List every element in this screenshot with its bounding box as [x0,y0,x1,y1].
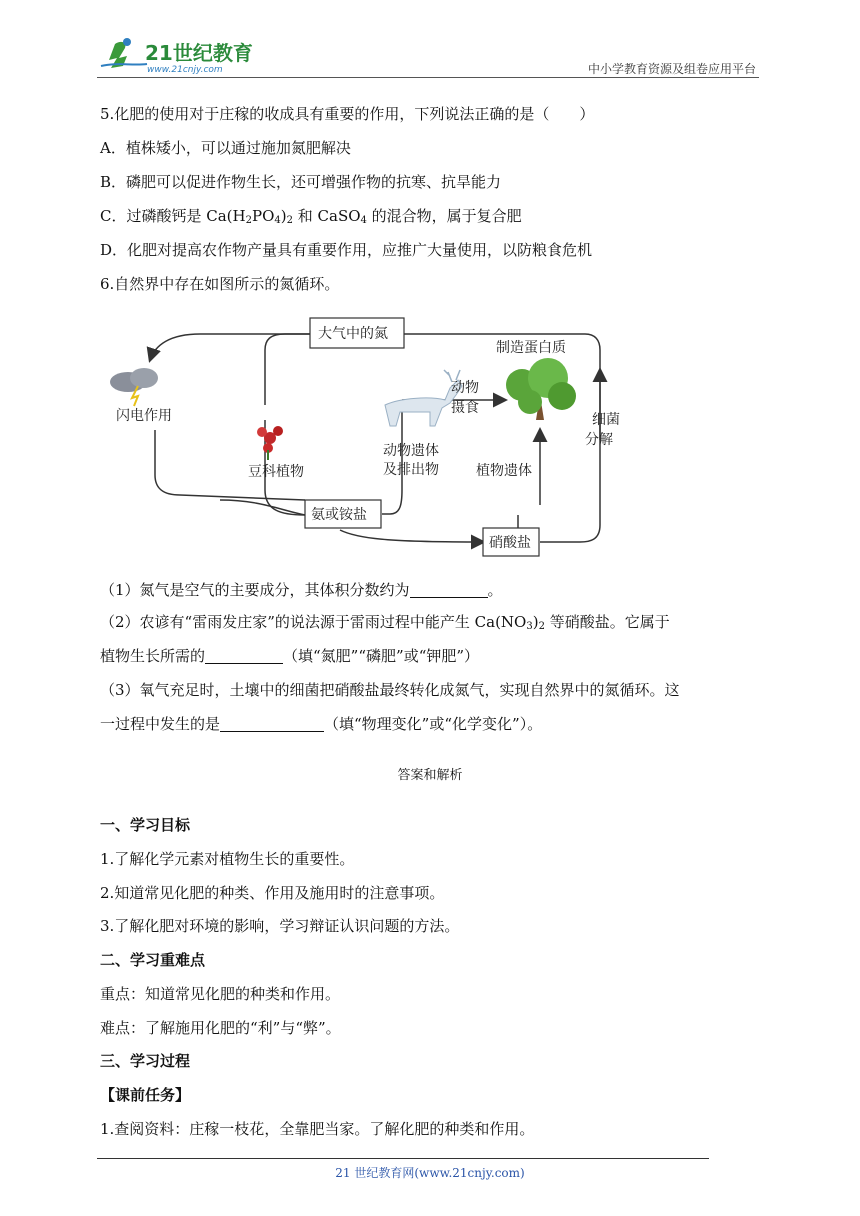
q5-option-d: D．化肥对提高农作物产量具有重要作用，应推广大量使用，以防粮食危机 [100,241,593,259]
label-animal-remains-2: 及排出物 [383,462,439,478]
label-protein: 制造蛋白质 [496,340,566,356]
q5-option-a: A．植株矮小，可以通过施加氮肥解决 [100,139,351,157]
label-animal-eat-2: 摄食 [451,400,479,416]
goal-3: 3.了解化肥对环境的影响，学习辩证认识问题的方法。 [100,917,460,935]
pre-class-task: 【课前任务】 [100,1086,191,1104]
answer-blank-3[interactable] [220,715,324,732]
answers-title: 答案和解析 [397,768,463,783]
logo-url: www.21cnjy.com [147,65,223,75]
answer-blank-2[interactable] [205,647,283,664]
deer-icon [385,370,462,426]
key-point: 重点：知道常见化肥的种类和作用。 [100,985,341,1003]
header-divider [97,77,759,78]
label-animal-remains-1: 动物遗体 [383,443,439,459]
label-atmospheric-nitrogen: 大气中的氮 [318,326,388,342]
q6-part3-line2: 一过程中发生的是 （填“物理变化”或“化学变化”）。 [100,715,543,733]
label-bacteria-1: 细菌 [592,412,620,428]
section-learning-goals: 一、学习目标 [100,816,191,834]
site-logo [97,36,267,76]
q6-stem: 6.自然界中存在如图所示的氮循环。 [100,275,340,293]
nitrogen-cycle-diagram [100,300,620,560]
label-bacteria-2: 分解 [585,432,613,448]
q5-option-c: C．过磷酸钙是 $Ca(H_2PO_4)_2$ 和 CaSO$_4$ 的混合物，属于复合肥 [100,207,522,226]
label-lightning: 闪电作用 [116,408,172,424]
answer-blank-1[interactable] [410,581,488,598]
legume-flower-icon [257,426,283,460]
q6-part2-line1: （2）农谚有“雷雨发庄家”的说法源于雷雨过程中能产生 $Ca(NO_3)_2$ 等硝酸盐。它属于 [100,613,670,632]
goal-2: 2.知道常见化肥的种类、作用及施用时的注意事项。 [100,884,445,902]
thundercloud-icon [110,368,158,406]
section-process: 三、学习过程 [100,1052,191,1070]
label-plant-remains: 植物遗体 [476,463,532,479]
footer-text: 21 世纪教育网(www.21cnjy.com) [335,1166,525,1180]
label-legume: 豆科植物 [248,464,304,480]
q5-option-b: B．磷肥可以促进作物生长，还可增强作物的抗寒、抗旱能力 [100,173,502,191]
section-key-points: 二、学习重难点 [100,951,206,969]
q5-stem: 5.化肥的使用对于庄稼的收成具有重要的作用，下列说法正确的是（ ） [100,105,595,123]
goal-1: 1.了解化学元素对植物生长的重要性。 [100,850,355,868]
label-nitrate: 硝酸盐 [489,535,531,551]
q6-part2-line2: 植物生长所需的 （填“氮肥”“磷肥”或“钾肥”） [100,647,480,665]
footer-divider [97,1158,709,1159]
label-animal-eat-1: 动物 [451,380,479,396]
header-tagline: 中小学教育资源及组卷应用平台 [587,62,756,76]
q6-part3-line1: （3）氧气充足时，土壤中的细菌把硝酸盐最终转化成氮气，实现自然界中的氮循环。这 [100,681,680,699]
tree-icon [506,358,576,420]
q6-part1: （1）氮气是空气的主要成分，其体积分数约为 。 [100,581,503,599]
hard-point: 难点：了解施用化肥的“利”与“弊”。 [100,1019,341,1037]
label-ammonia: 氨或铵盐 [311,507,367,523]
logo-text: 21世纪教育 [145,41,253,65]
task-1: 1.查阅资料：庄稼一枝花，全靠肥当家。了解化肥的种类和作用。 [100,1120,535,1138]
